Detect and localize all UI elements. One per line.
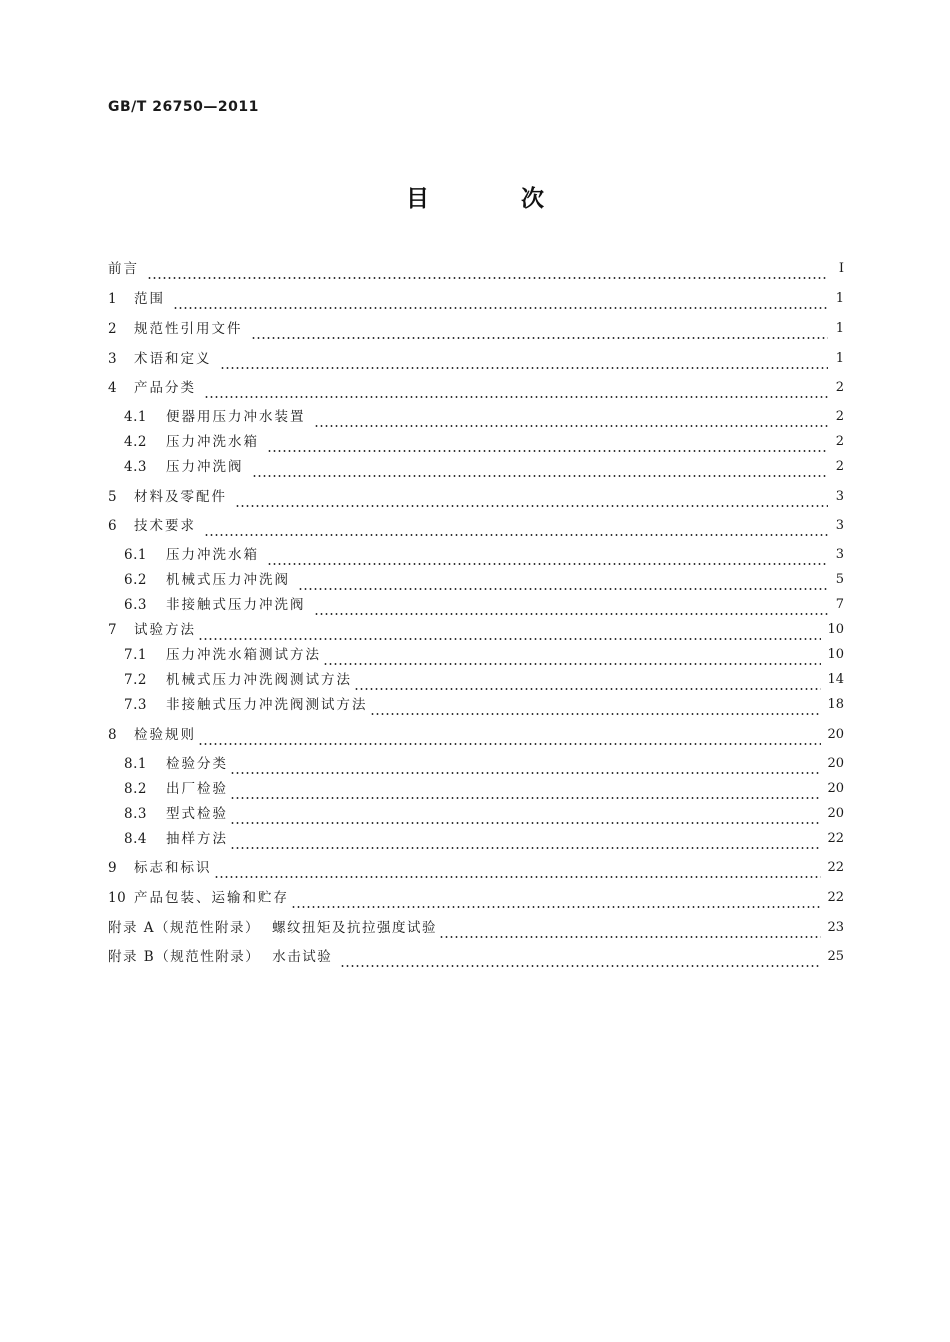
toc-entry-label: 标志和标识 [134, 860, 212, 876]
toc-entry-page: 7 [835, 597, 844, 612]
toc-entry-page: 10 [827, 622, 844, 637]
toc-entry-number: 8.3 [124, 806, 147, 822]
leader-dots [252, 459, 829, 481]
toc-entry-7[interactable] [108, 619, 844, 641]
toc-entry-page: 1 [835, 351, 844, 366]
leader-dots [314, 409, 829, 431]
toc-entry-label: 压力冲洗水箱测试方法 [166, 647, 321, 663]
toc-entry-page: 22 [827, 860, 844, 875]
toc-entry-number: 8 [108, 727, 118, 743]
toc-entry-page: 1 [835, 321, 844, 336]
leader-dots [439, 920, 821, 942]
toc-entry-label: 前言 [108, 261, 139, 277]
toc-entry-appendix-b[interactable] [108, 946, 844, 968]
toc-entry-7-2[interactable] [108, 669, 844, 691]
toc-entry-4-2[interactable] [108, 431, 844, 453]
toc-entry-label: 抽样方法 [166, 831, 228, 847]
toc-entry-page: 20 [827, 756, 844, 771]
leader-dots [267, 434, 828, 456]
toc-entry-1[interactable] [108, 288, 844, 310]
toc-entry-number: 4.3 [124, 459, 147, 475]
toc-entry-label [108, 917, 437, 939]
toc-entry-page: 5 [835, 572, 844, 587]
toc-entry-5[interactable] [108, 486, 844, 508]
toc-entry-page: 20 [827, 781, 844, 796]
toc-entry-number: 9 [108, 860, 118, 876]
leader-dots [173, 291, 828, 313]
toc-entry-number: 6.1 [124, 547, 147, 563]
toc-entry-label: 规范性引用文件 [134, 321, 243, 337]
leader-dots [235, 489, 828, 511]
leader-dots [267, 547, 828, 569]
toc-entry-number: 8.2 [124, 781, 147, 797]
leader-dots [147, 261, 828, 283]
toc-entry-number: 3 [108, 351, 118, 367]
toc-entry-4-1[interactable] [108, 406, 844, 428]
leader-dots [214, 860, 822, 882]
toc-entry-page: 10 [827, 647, 844, 662]
toc-entry-label: 产品分类 [134, 380, 196, 396]
toc-entry-label: 技术要求 [134, 518, 196, 534]
leader-dots [204, 518, 828, 540]
toc-entry-10[interactable] [108, 887, 844, 909]
toc-entry-4[interactable] [108, 377, 844, 399]
toc-entry-page: 3 [835, 518, 844, 533]
toc-entry-8[interactable] [108, 724, 844, 746]
toc-entry-page: Ⅰ [838, 261, 844, 276]
toc-entry-label: 机械式压力冲洗阀测试方法 [166, 672, 352, 688]
toc-entry-7-1[interactable] [108, 644, 844, 666]
toc-entry-page: 25 [827, 949, 844, 964]
toc-entry-label: 非接触式压力冲洗阀测试方法 [166, 697, 368, 713]
toc-entry-6[interactable] [108, 515, 844, 537]
leader-dots [204, 380, 828, 402]
leader-dots [230, 756, 821, 778]
leader-dots [340, 949, 821, 971]
toc-entry-label: 便器用压力冲水装置 [166, 409, 306, 425]
toc-entry-number: 7.3 [124, 697, 147, 713]
toc-entry-page: 3 [835, 547, 844, 562]
page-title: 目 次 [405, 186, 586, 212]
toc-entry-label: 试验方法 [134, 622, 196, 638]
toc-entry-number: 4.2 [124, 434, 147, 450]
toc-entry-label: 术语和定义 [134, 351, 212, 367]
toc-entry-label: 产品包装、运输和贮存 [134, 890, 289, 906]
toc-entry-label [108, 946, 332, 968]
toc-entry-number: 4.1 [124, 409, 147, 425]
toc-entry-label: 压力冲洗阀 [166, 459, 244, 475]
toc-entry-label: 检验规则 [134, 727, 196, 743]
toc-entry-number: 8.1 [124, 756, 147, 772]
toc-entry-3[interactable] [108, 348, 844, 370]
toc-entry-page: 20 [827, 806, 844, 821]
toc-entry-page: 1 [835, 291, 844, 306]
toc-entry-number: 6 [108, 518, 118, 534]
toc-entry-label: 压力冲洗水箱 [166, 434, 259, 450]
toc-entry-label: 非接触式压力冲洗阀 [166, 597, 306, 613]
appendix-title: 螺纹扭矩及抗拉强度试验 [272, 920, 438, 936]
toc-entry-6-2[interactable] [108, 569, 844, 591]
toc-entry-label: 检验分类 [166, 756, 228, 772]
toc-entry-foreword[interactable] [108, 258, 844, 280]
leader-dots [323, 647, 821, 669]
toc-entry-label: 压力冲洗水箱 [166, 547, 259, 563]
toc-entry-number: 6.2 [124, 572, 147, 588]
appendix-prefix: 附录 B（规范性附录） [108, 949, 261, 965]
toc-entry-page: 3 [835, 489, 844, 504]
toc-entry-label: 材料及零配件 [134, 489, 227, 505]
leader-dots [314, 597, 829, 619]
toc-entry-number: 2 [108, 321, 118, 337]
toc-entry-4-3[interactable] [108, 456, 844, 478]
toc-entry-number: 6.3 [124, 597, 147, 613]
toc-entry-page: 20 [827, 727, 844, 742]
appendix-title: 水击试验 [272, 949, 333, 965]
toc-entry-number: 5 [108, 489, 118, 505]
toc-entry-8-2[interactable] [108, 778, 844, 800]
leader-dots [354, 672, 821, 694]
toc-entry-label: 机械式压力冲洗阀 [166, 572, 290, 588]
toc-entry-8-4[interactable] [108, 828, 844, 850]
toc-entry-number: 8.4 [124, 831, 147, 847]
toc-entry-number: 1 [108, 291, 118, 307]
toc-entry-page: 2 [835, 409, 844, 424]
leader-dots [291, 890, 821, 912]
toc-entry-page: 23 [827, 920, 844, 935]
standard-id: GB/T 26750—2011 [108, 99, 259, 115]
toc-entry-2[interactable] [108, 318, 844, 340]
toc-entry-9[interactable] [108, 857, 844, 879]
leader-dots [198, 727, 821, 749]
toc-entry-number: 7 [108, 622, 118, 638]
toc-entry-label: 范围 [134, 291, 165, 307]
toc-entry-page: 2 [835, 434, 844, 449]
toc-entry-label: 出厂检验 [166, 781, 228, 797]
toc-entry-page: 2 [835, 380, 844, 395]
leader-dots [198, 622, 821, 644]
toc-entry-6-3[interactable] [108, 594, 844, 616]
toc-entry-8-1[interactable] [108, 753, 844, 775]
leader-dots [298, 572, 828, 594]
toc-entry-page: 2 [835, 459, 844, 474]
appendix-prefix: 附录 A（规范性附录） [108, 920, 261, 936]
leader-dots [220, 351, 829, 373]
leader-dots [251, 321, 829, 343]
toc-entry-page: 22 [827, 890, 844, 905]
toc-entry-page: 18 [827, 697, 844, 712]
toc-entry-appendix-a[interactable] [108, 917, 844, 939]
toc-entry-page: 22 [827, 831, 844, 846]
toc-entry-number: 4 [108, 380, 118, 396]
leader-dots [230, 806, 821, 828]
toc-entry-6-1[interactable] [108, 544, 844, 566]
toc-entry-8-3[interactable] [108, 803, 844, 825]
leader-dots [230, 781, 821, 803]
leader-dots [370, 697, 822, 719]
toc-entry-page: 14 [827, 672, 844, 687]
leader-dots [230, 831, 821, 853]
toc-entry-number: 7.2 [124, 672, 147, 688]
toc-entry-number: 10 [108, 890, 127, 906]
toc-entry-number: 7.1 [124, 647, 147, 663]
toc-entry-label: 型式检验 [166, 806, 228, 822]
toc-entry-7-3[interactable] [108, 694, 844, 716]
